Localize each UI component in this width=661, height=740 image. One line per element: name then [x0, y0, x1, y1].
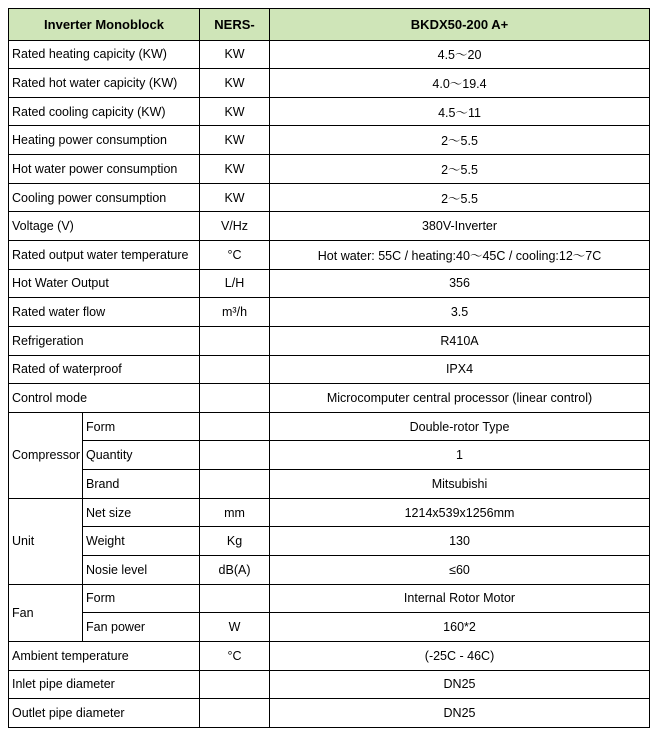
row-label: Weight — [83, 527, 200, 556]
row-unit — [200, 384, 270, 413]
row-label: Quantity — [83, 441, 200, 470]
table-row — [9, 613, 650, 642]
row-unit: L/H — [200, 269, 270, 298]
row-label: Form — [83, 584, 200, 613]
unit-group-label: Unit — [9, 498, 83, 584]
row-unit — [200, 441, 270, 470]
row-label: Fan power — [83, 613, 200, 642]
row-unit: dB(A) — [200, 556, 270, 585]
row-label: Inlet pipe diameter — [9, 670, 200, 699]
row-unit — [200, 699, 270, 728]
row-label: Form — [83, 412, 200, 441]
table-row — [9, 97, 650, 126]
row-value: 1214x539x1256mm — [270, 498, 650, 527]
row-label: Rated of waterproof — [9, 355, 200, 384]
row-value: DN25 — [270, 699, 650, 728]
spec-table-wrapper — [8, 8, 650, 728]
row-label: Refrigeration — [9, 326, 200, 355]
table-row — [9, 355, 650, 384]
row-unit — [200, 412, 270, 441]
table-row — [9, 384, 650, 413]
row-value: 4.0～19.4 — [270, 69, 650, 98]
row-value: Hot water: 55C / heating:40～45C / cooling:12～7C — [270, 240, 650, 269]
row-label: Hot water power consumption — [9, 155, 200, 184]
row-unit: mm — [200, 498, 270, 527]
row-unit: KW — [200, 155, 270, 184]
row-unit: m³/h — [200, 298, 270, 327]
row-value: Double-rotor Type — [270, 412, 650, 441]
row-unit — [200, 584, 270, 613]
table-row — [9, 269, 650, 298]
table-row — [9, 326, 650, 355]
row-value: Internal Rotor Motor — [270, 584, 650, 613]
table-row — [9, 155, 650, 184]
compressor-group-label: Compressor — [9, 412, 83, 498]
row-value: 4.5～20 — [270, 40, 650, 69]
table-row — [9, 498, 650, 527]
row-value: R410A — [270, 326, 650, 355]
row-value: DN25 — [270, 670, 650, 699]
row-value: 130 — [270, 527, 650, 556]
row-unit — [200, 470, 270, 499]
row-value: Microcomputer central processor (linear control) — [270, 384, 650, 413]
row-value: 1 — [270, 441, 650, 470]
row-value: ≤60 — [270, 556, 650, 585]
row-label: Brand — [83, 470, 200, 499]
table-row — [9, 556, 650, 585]
row-value: 3.5 — [270, 298, 650, 327]
header-model-label: Inverter Monoblock — [9, 9, 200, 41]
table-row — [9, 470, 650, 499]
row-unit: °C — [200, 641, 270, 670]
table-row — [9, 40, 650, 69]
row-label: Rated water flow — [9, 298, 200, 327]
table-row — [9, 527, 650, 556]
row-label: Outlet pipe diameter — [9, 699, 200, 728]
row-unit: KW — [200, 40, 270, 69]
row-value: 2～5.5 — [270, 126, 650, 155]
row-label: Cooling power consumption — [9, 183, 200, 212]
row-value: 160*2 — [270, 613, 650, 642]
table-row — [9, 126, 650, 155]
row-label: Net size — [83, 498, 200, 527]
row-unit: KW — [200, 183, 270, 212]
row-value: Mitsubishi — [270, 470, 650, 499]
row-value: 2～5.5 — [270, 183, 650, 212]
row-unit: KW — [200, 69, 270, 98]
header-series-label: NERS- — [200, 9, 270, 41]
table-row — [9, 212, 650, 241]
row-label: Rated heating capicity (KW) — [9, 40, 200, 69]
row-value: 380V-Inverter — [270, 212, 650, 241]
row-label: Voltage (V) — [9, 212, 200, 241]
spec-table — [8, 8, 650, 728]
table-row — [9, 183, 650, 212]
table-row — [9, 412, 650, 441]
table-header-row — [9, 9, 650, 41]
table-row — [9, 584, 650, 613]
table-row — [9, 69, 650, 98]
row-unit — [200, 355, 270, 384]
row-value: 2～5.5 — [270, 155, 650, 184]
row-value: 4.5～11 — [270, 97, 650, 126]
row-label: Ambient temperature — [9, 641, 200, 670]
table-row — [9, 699, 650, 728]
row-value: IPX4 — [270, 355, 650, 384]
table-row — [9, 298, 650, 327]
table-row — [9, 670, 650, 699]
header-model-value: BKDX50-200 A+ — [270, 9, 650, 41]
row-label: Heating power consumption — [9, 126, 200, 155]
row-unit: W — [200, 613, 270, 642]
row-label: Control mode — [9, 384, 200, 413]
row-label: Nosie level — [83, 556, 200, 585]
row-label: Rated cooling capicity (KW) — [9, 97, 200, 126]
fan-group-label: Fan — [9, 584, 83, 641]
row-unit: KW — [200, 97, 270, 126]
row-label: Rated hot water capicity (KW) — [9, 69, 200, 98]
row-value: (-25C - 46C) — [270, 641, 650, 670]
row-label: Rated output water temperature — [9, 240, 200, 269]
row-value: 356 — [270, 269, 650, 298]
row-unit: Kg — [200, 527, 270, 556]
table-row — [9, 441, 650, 470]
table-row — [9, 641, 650, 670]
row-unit — [200, 326, 270, 355]
row-label: Hot Water Output — [9, 269, 200, 298]
row-unit — [200, 670, 270, 699]
row-unit: KW — [200, 126, 270, 155]
row-unit: °C — [200, 240, 270, 269]
table-row — [9, 240, 650, 269]
row-unit: V/Hz — [200, 212, 270, 241]
